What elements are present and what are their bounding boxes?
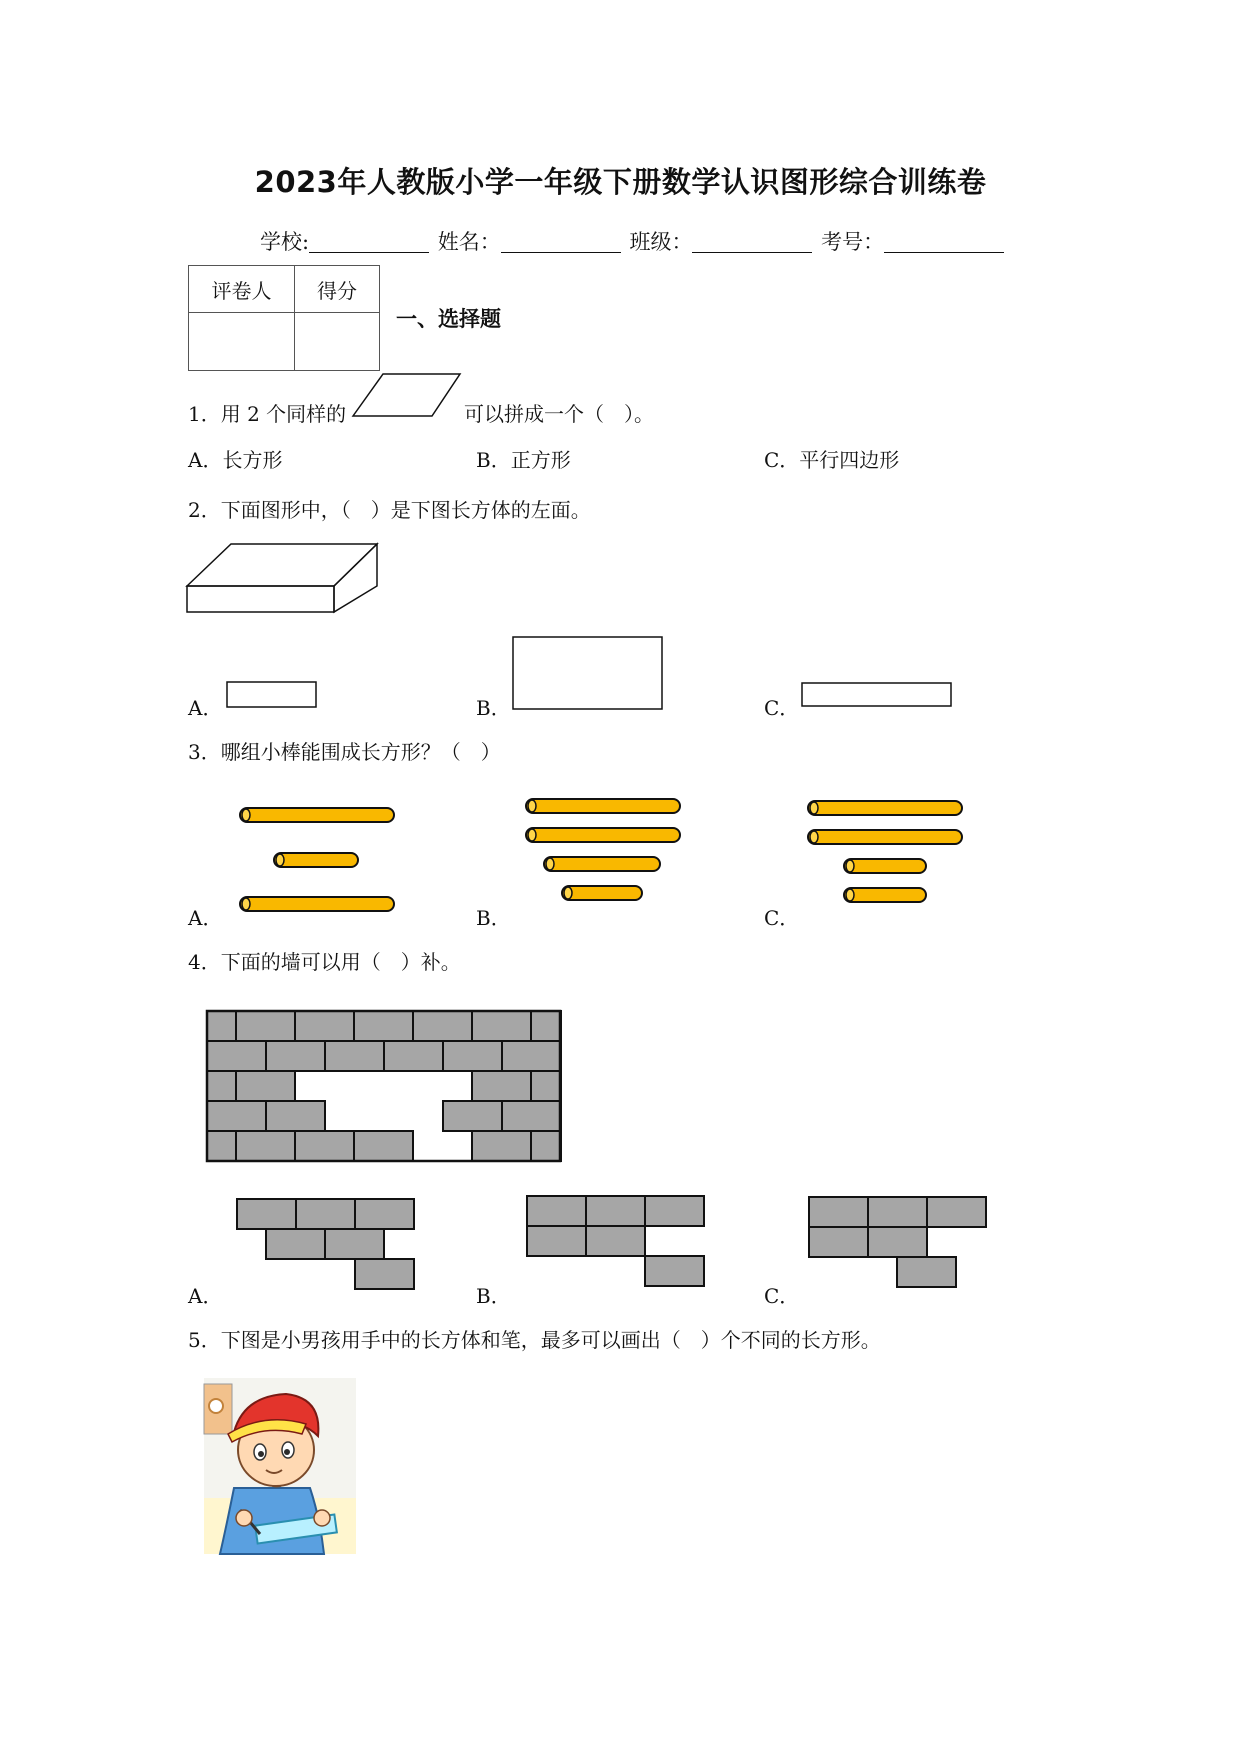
question-4-text: 4．下面的墙可以用（ ）补。 — [188, 950, 461, 974]
question-4-option-c[interactable]: C． — [764, 1284, 800, 1308]
wall-brick — [207, 1131, 236, 1161]
option-a-brick — [296, 1199, 355, 1229]
wall-brick — [207, 1041, 266, 1071]
brick-option-c-figure — [808, 1196, 988, 1292]
sticks-group-c — [806, 799, 966, 909]
question-2-text: 2．下面图形中，（ ）是下图长方体的左面。 — [188, 498, 591, 522]
wall-brick — [325, 1041, 384, 1071]
wall-brick — [236, 1011, 295, 1041]
question-3-text: 3．哪组小棒能围成长方形？（ ） — [188, 740, 501, 764]
brick-wall-figure — [206, 1010, 562, 1164]
wall-brick — [472, 1131, 531, 1161]
parallelogram-figure — [352, 372, 462, 418]
section-heading: 一、选择题 — [396, 307, 501, 331]
wall-brick — [236, 1131, 295, 1161]
wall-brick — [295, 1011, 354, 1041]
option-b-brick — [645, 1256, 704, 1286]
option-c-brick — [897, 1257, 956, 1287]
wall-brick — [295, 1131, 354, 1161]
wall-brick — [266, 1041, 325, 1071]
school-label: 学校: — [260, 230, 310, 254]
number-label: 考号： — [821, 230, 885, 254]
wall-brick — [413, 1011, 472, 1041]
option-a-brick — [355, 1199, 414, 1229]
page-title: 2023年人教版小学一年级下册数学认识图形综合训练卷 — [254, 165, 987, 199]
name-blank[interactable] — [501, 232, 621, 253]
wall-brick — [384, 1041, 443, 1071]
score-header: 得分 — [295, 266, 380, 313]
wall-brick — [236, 1071, 295, 1101]
wall-brick — [531, 1011, 561, 1041]
option-c-brick — [809, 1197, 868, 1227]
option-b-brick — [645, 1196, 704, 1226]
wall-brick — [443, 1101, 502, 1131]
wall-brick — [354, 1011, 413, 1041]
student-info-line — [260, 226, 1006, 256]
question-1-option-a[interactable]: A．长方形 — [188, 448, 283, 472]
brick-option-b-figure — [526, 1195, 706, 1291]
grader-header: 评卷人 — [189, 266, 295, 313]
question-1-option-b[interactable]: B．正方形 — [476, 448, 571, 472]
question-1-prefix: 1．用 2 个同样的 — [188, 402, 347, 426]
question-3-option-b[interactable]: B． — [476, 906, 511, 930]
question-1-option-c[interactable]: C．平行四边形 — [764, 448, 900, 472]
option-b-brick — [527, 1196, 586, 1226]
option-a-brick — [237, 1199, 296, 1229]
score-table — [188, 265, 380, 371]
wall-brick — [472, 1011, 531, 1041]
grader-cell[interactable] — [189, 313, 295, 371]
option-a-brick — [325, 1229, 384, 1259]
cuboid-figure — [186, 542, 380, 614]
option-a-rectangle — [226, 681, 318, 709]
question-3-option-a[interactable]: A． — [188, 906, 223, 930]
question-4-option-a[interactable]: A． — [188, 1284, 223, 1308]
school-blank[interactable] — [309, 232, 429, 253]
question-2-option-a[interactable]: A． — [188, 696, 223, 720]
wall-brick — [207, 1011, 236, 1041]
brick-option-a-figure — [236, 1198, 416, 1294]
wall-brick — [354, 1131, 413, 1161]
question-4-option-b[interactable]: B． — [476, 1284, 511, 1308]
wall-brick — [207, 1101, 266, 1131]
option-c-brick — [868, 1197, 927, 1227]
wall-brick — [502, 1101, 561, 1131]
wall-brick — [207, 1071, 236, 1101]
score-cell[interactable] — [295, 313, 380, 371]
sticks-group-a — [238, 806, 398, 916]
option-c-brick — [868, 1227, 927, 1257]
option-b-brick — [586, 1226, 645, 1256]
question-5-text: 5．下图是小男孩用手中的长方体和笔，最多可以画出（ ）个不同的长方形。 — [188, 1328, 881, 1352]
wall-brick — [531, 1131, 561, 1161]
wall-brick — [266, 1101, 325, 1131]
question-3-option-c[interactable]: C． — [764, 906, 800, 930]
wall-brick — [502, 1041, 561, 1071]
wall-brick — [443, 1041, 502, 1071]
sticks-group-b — [524, 797, 684, 907]
wall-brick — [531, 1071, 561, 1101]
option-a-brick — [266, 1229, 325, 1259]
option-b-brick — [586, 1196, 645, 1226]
option-a-brick — [355, 1259, 414, 1289]
option-c-rectangle — [801, 682, 953, 708]
class-label: 班级： — [629, 230, 693, 254]
question-1-suffix: 可以拼成一个（ ）。 — [464, 402, 654, 426]
name-label: 姓名： — [437, 230, 501, 254]
option-b-rectangle — [512, 636, 664, 710]
wall-brick — [472, 1071, 531, 1101]
question-2-option-b[interactable]: B． — [476, 696, 511, 720]
option-c-brick — [809, 1227, 868, 1257]
option-b-brick — [527, 1226, 586, 1256]
option-c-brick — [927, 1197, 986, 1227]
question-2-option-c[interactable]: C． — [764, 696, 800, 720]
class-blank[interactable] — [692, 232, 812, 253]
boy-illustration — [204, 1378, 356, 1554]
number-blank[interactable] — [884, 232, 1004, 253]
